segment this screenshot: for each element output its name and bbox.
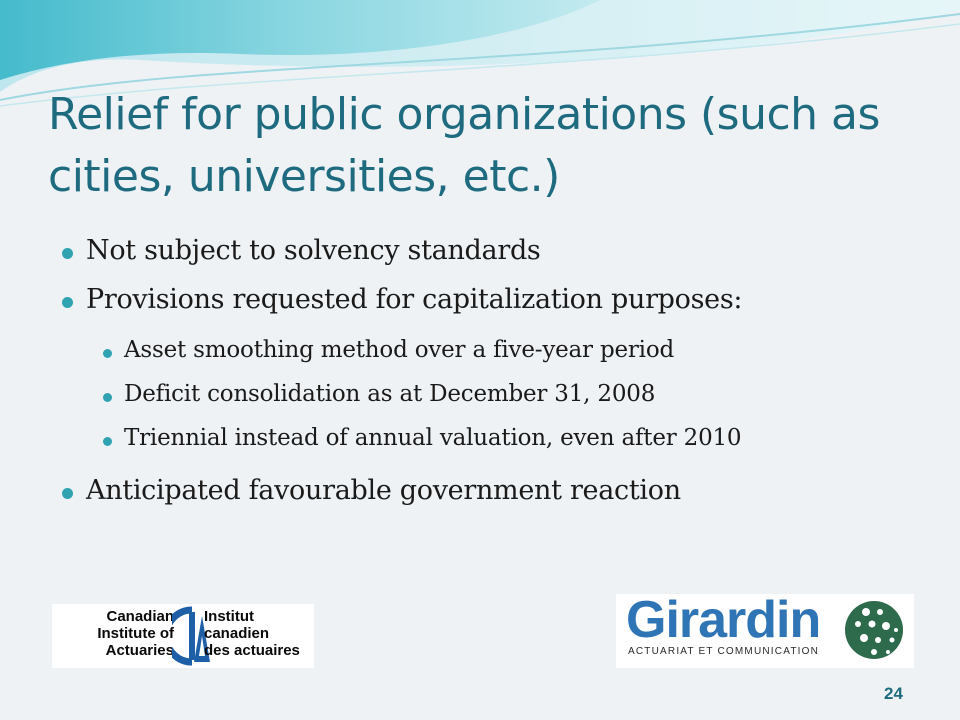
- cia-logo: [52, 604, 314, 668]
- cia-logo-text: canadien: [204, 625, 270, 642]
- sub-bullet-dot-icon: [103, 349, 112, 358]
- bullet-item: Not subject to solvency standards: [86, 235, 541, 266]
- cia-logo-french: [204, 608, 314, 659]
- slide-title-line-2: cities, universities, etc.): [48, 151, 560, 202]
- bullet-item: Anticipated favourable government reaction: [86, 475, 681, 506]
- sub-bullet-dot-icon: [103, 393, 112, 402]
- cia-logo-text: Institut: [204, 608, 254, 625]
- girardin-tagline: ACTUARIAT ET COMMUNICATION: [628, 646, 820, 657]
- cia-logo-english: [62, 608, 174, 659]
- cia-logo-text: Institute of: [97, 625, 174, 642]
- page-number: 24: [884, 684, 903, 703]
- bullet-dot-icon: [62, 297, 73, 308]
- cia-logo-text: Canadian: [106, 608, 174, 625]
- slide-title-line-1: Relief for public organizations (such as: [48, 89, 880, 140]
- girardin-wordmark: Girardin: [626, 591, 821, 649]
- girardin-logo: [616, 591, 914, 668]
- sub-bullet-item: Triennial instead of annual valuation, even after 2010: [124, 425, 742, 451]
- sub-bullet-item: Asset smoothing method over a five-year period: [124, 337, 675, 363]
- bullet-item: Provisions requested for capitalization purposes:: [86, 284, 743, 315]
- bullet-dot-icon: [62, 488, 73, 499]
- bullet-dot-icon: [62, 248, 73, 259]
- girardin-dots-icon: [844, 600, 904, 660]
- cia-logo-text: Actuaries: [105, 642, 174, 659]
- sub-bullet-item: Deficit consolidation as at December 31, 2008: [124, 381, 656, 407]
- sub-bullet-dot-icon: [103, 437, 112, 446]
- cia-logo-text: des actuaires: [204, 642, 300, 659]
